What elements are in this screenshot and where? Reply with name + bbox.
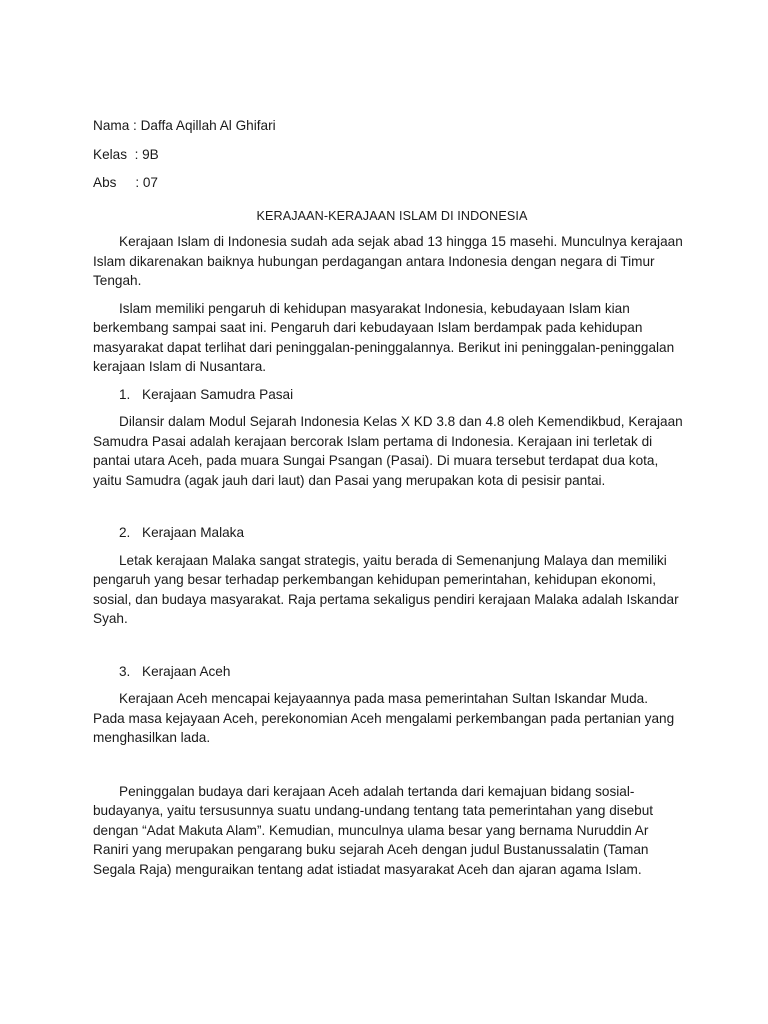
section-number: 3. [119,663,131,679]
intro-paragraph: Islam memiliki pengaruh di kehidupan masyarakat Indonesia, kebudayaan Islam kian berkembang sampai saat ini. Pengaruh dari kebudayaan Islam berdampak pada kehidupan masyarakat dapat terlihat dari peninggalan-peninggalannya. Berikut ini peninggalan-peninggalan kerajaan Islam di Nusantara. [93,300,675,374]
section-heading [93,662,683,682]
section-number: 2. [119,525,131,540]
absence-label: Abs [93,175,117,190]
section-paragraph: Peninggalan budaya dari kerajaan Aceh adalah tertanda dari kemajuan bidang sosial-budayanya, yaitu tersusunnya suatu undang-undang tentang tata pemerintahan yang disebut dengan “Adat Makuta Alam”. Kemudian, munculnya ulama besar yang bernama Nuruddin Ar Raniri yang merupakan pengarang buku sejarah Aceh dengan judul Bustanussalatin (Taman Segala Raja) menguraikan tentang adat istiadat masyarakat Aceh dan ajaran agama Islam. [93,783,654,877]
class-line: Kelas : 9B [93,145,683,165]
name-value: Daffa Aqillah Al Ghifari [140,118,276,133]
section-paragraph: Letak kerajaan Malaka sangat strategis, yaitu berada di Semenanjung Malaya dan memiliki pengaruh yang besar terhadap perkembangan kehidupan pemerintahan, kehidupan ekonomi, sosial, dan budaya masyarakat. Raja pertama sekaligus pendiri kerajaan Malaka adalah Iskandar Syah. [93,552,679,626]
section-paragraph: Kerajaan Aceh mencapai kejayaannya pada masa pemerintahan Sultan Iskandar Muda. Pada masa kejayaan Aceh, perekonomian Aceh mengalami perkembangan pada pertanian yang menghasilkan lada. [93,691,675,745]
name-label: Nama [93,118,130,133]
student-name-line: Nama : Daffa Aqillah Al Ghifari [93,116,683,136]
class-value: 9B [142,146,159,162]
class-label: Kelas [93,146,128,162]
absence-number-line: Abs : 07 [93,173,683,193]
section-title: Kerajaan Aceh [142,663,231,679]
document-title: KERAJAAN-KERAJAAN ISLAM DI INDONESIA [256,208,528,223]
section-title: Kerajaan Malaka [142,525,245,540]
section-title: Kerajaan Samudra Pasai [142,386,294,402]
section-number: 1. [119,386,131,402]
document-body [93,116,683,887]
intro-paragraph: Kerajaan Islam di Indonesia sudah ada sejak abad 13 hingga 15 masehi. Munculnya kerajaan Islam dikarenakan baiknya hubungan perdagangan antara Indonesia dengan negara di Timur Tengah. [93,234,683,288]
absence-value: 07 [142,175,158,190]
section-heading [93,385,683,405]
section-paragraph: Dilansir dalam Modul Sejarah Indonesia Kelas X KD 3.8 dan 4.8 oleh Kemendikbud, Kerajaan Samudra Pasai adalah kerajaan bercorak Islam pertama di Indonesia. Kerajaan ini terletak di pantai utara Aceh, pada muara Sungai Psangan (Pasai). Di muara tersebut terdapat dua kota, yaitu Samudra (agak jauh dari laut) dan Pasai yang merupakan kota di pesisir pantai. [93,414,683,488]
section-heading [93,523,683,543]
